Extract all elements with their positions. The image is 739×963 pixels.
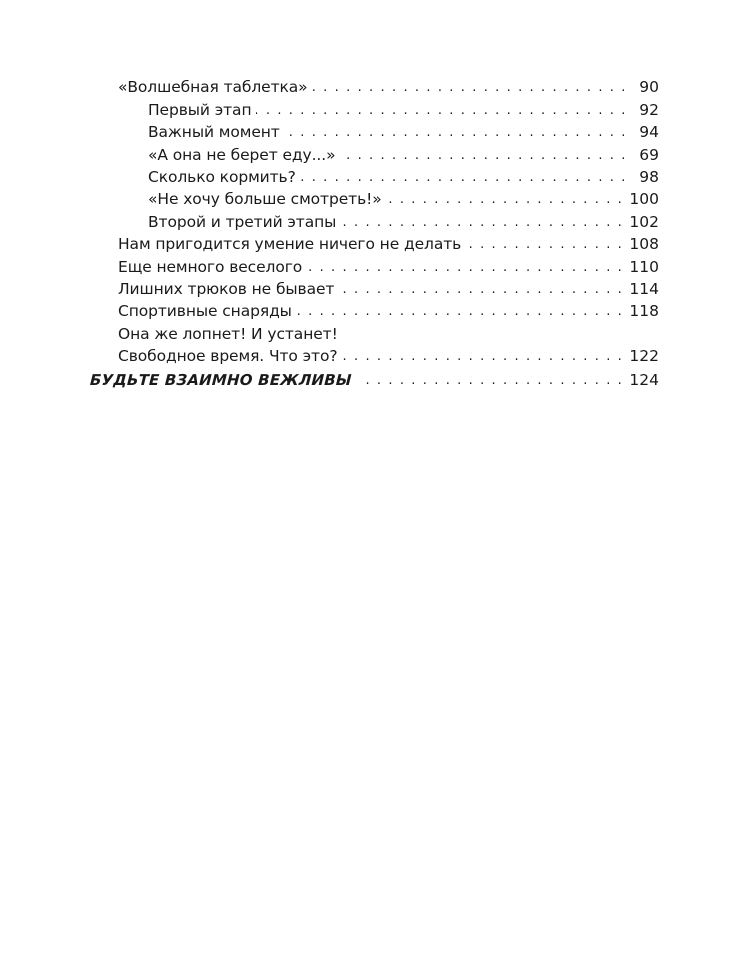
toc-entry[interactable] [0, 209, 739, 231]
toc-entry-page: 122 [629, 347, 659, 366]
toc-entry-title: Спортивные снаряды [118, 302, 292, 321]
table-of-contents [0, 75, 739, 390]
toc-entry-page: 108 [629, 235, 659, 254]
toc-entry-page: 124 [629, 371, 659, 390]
dot-leader [256, 100, 627, 120]
toc-entry[interactable] [0, 97, 739, 119]
toc-entry[interactable] [0, 254, 739, 276]
toc-entry-title: Важный момент [148, 123, 280, 142]
toc-entry-page: 100 [629, 190, 659, 209]
toc-entry[interactable] [0, 75, 739, 97]
toc-entry[interactable] [0, 120, 739, 142]
dot-leader [307, 257, 623, 277]
toc-entry[interactable] [0, 232, 739, 254]
toc-entry[interactable] [0, 142, 739, 164]
dot-leader [342, 346, 623, 366]
toc-chapter-title: БУДЬТЕ ВЗАИМНО ВЕЖЛИВЫ [89, 371, 353, 390]
dot-leader [387, 189, 624, 209]
dot-leader [340, 145, 627, 165]
toc-entry-title: Она же лопнет! И устанет! [118, 324, 338, 343]
toc-entry-title: Еще немного веселого [118, 257, 303, 276]
toc-entry-title: «Не хочу больше смотреть!» [148, 190, 382, 209]
toc-entry[interactable] [0, 299, 739, 321]
toc-entry[interactable] [0, 165, 739, 187]
dot-leader [357, 370, 624, 390]
toc-entry-page: 69 [639, 145, 659, 164]
toc-entry[interactable] [0, 344, 739, 366]
dot-leader [285, 122, 627, 142]
dot-leader [466, 234, 623, 254]
toc-entry-title: Нам пригодится умение ничего не делать [118, 235, 462, 254]
toc-entry-page: 114 [629, 279, 659, 298]
dot-leader [301, 167, 627, 187]
dot-leader [297, 301, 624, 321]
toc-entry-title: Свободное время. Что это? [118, 347, 338, 366]
toc-entry-title: «Волшебная таблетка» [118, 78, 308, 97]
toc-entry-title: Сколько кормить? [148, 167, 296, 186]
dot-leader [313, 77, 627, 97]
toc-entry-page: 102 [629, 212, 659, 231]
toc-entry-page: 110 [629, 257, 659, 276]
toc-entry-title: Лишних трюков не бывает [118, 279, 335, 298]
toc-entry[interactable] [0, 321, 739, 343]
toc-entry[interactable] [0, 187, 739, 209]
toc-entry-title: Первый этап [148, 100, 252, 119]
toc-entry-page: 94 [639, 123, 659, 142]
toc-chapter-entry[interactable] [0, 368, 739, 390]
dot-leader [339, 279, 623, 299]
toc-entry-title: «А она не берет еду...» [148, 145, 336, 164]
dot-leader [341, 212, 623, 232]
toc-entry-page: 92 [639, 100, 659, 119]
toc-entry-page: 90 [639, 78, 659, 97]
toc-entry-page: 118 [629, 302, 659, 321]
toc-entry[interactable] [0, 277, 739, 299]
toc-entry-title: Второй и третий этапы [148, 212, 337, 231]
toc-entry-page: 98 [639, 167, 659, 186]
